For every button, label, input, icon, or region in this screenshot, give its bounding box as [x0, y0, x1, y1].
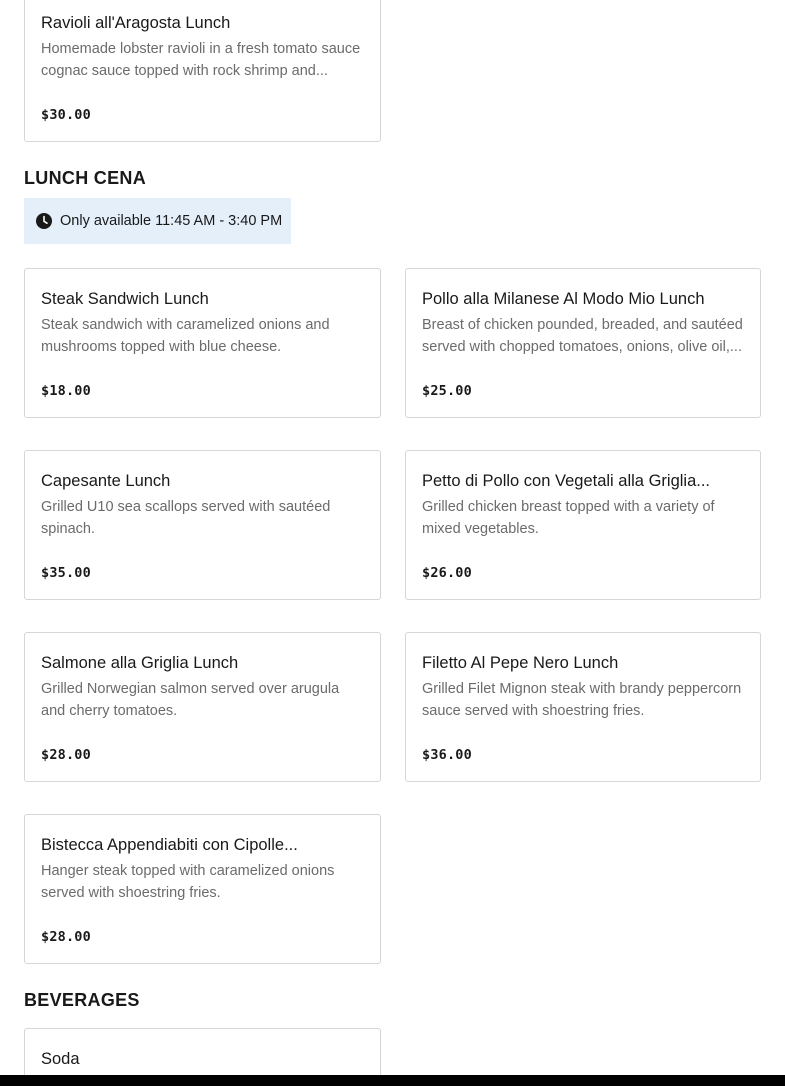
- menu-item-name: Steak Sandwich Lunch: [41, 290, 209, 308]
- menu-item-card[interactable]: [24, 814, 381, 964]
- menu-item-price: $28.00: [41, 929, 91, 945]
- menu-item-card[interactable]: [24, 0, 381, 142]
- menu-item-name: Salmone alla Griglia Lunch: [41, 654, 239, 672]
- menu-item-name: Filetto Al Pepe Nero Lunch: [422, 654, 619, 672]
- menu-item-name: Soda: [41, 1050, 80, 1068]
- menu-item-price: $26.00: [422, 565, 472, 581]
- menu-item-card[interactable]: [405, 450, 761, 600]
- menu-item-price: $30.00: [41, 107, 91, 123]
- menu-item-name: Ravioli all'Aragosta Lunch: [41, 14, 231, 32]
- section-title-lunch: LUNCH CENA: [24, 168, 146, 188]
- menu-item-name: Bistecca Appendiabiti con Cipolle...: [41, 836, 298, 854]
- menu-item-name: Pollo alla Milanese Al Modo Mio Lunch: [422, 290, 705, 308]
- menu-item-card[interactable]: [405, 268, 761, 418]
- availability-text: Only available 11:45 AM - 3:40 PM: [60, 213, 283, 229]
- menu-item-name: Petto di Pollo con Vegetali alla Griglia...: [422, 472, 711, 490]
- menu-item-card[interactable]: [405, 632, 761, 782]
- availability-banner: [24, 198, 291, 244]
- menu-item-card[interactable]: [24, 268, 381, 418]
- clock-icon: [36, 213, 52, 229]
- menu-item-description: Grilled U10 sea scallops served with sautéed spinach.: [41, 499, 331, 537]
- menu-item-price: $18.00: [41, 383, 91, 399]
- menu-item-description: Breast of chicken pounded, breaded, and sautéed served with chopped tomatoes, onions, olive oil,...: [422, 317, 743, 355]
- menu-item-price: $35.00: [41, 565, 91, 581]
- menu-item-card[interactable]: [24, 632, 381, 782]
- menu-item-card[interactable]: [24, 450, 381, 600]
- menu-item-price: $25.00: [422, 383, 472, 399]
- menu-item-description: Steak sandwich with caramelized onions and mushrooms topped with blue cheese.: [41, 317, 330, 355]
- menu-item-price: $28.00: [41, 747, 91, 763]
- menu-item-description: Grilled chicken breast topped with a variety of mixed vegetables.: [422, 499, 715, 537]
- menu-item-description: Hanger steak topped with caramelized onions served with shoestring fries.: [41, 863, 335, 901]
- menu-item-price: $36.00: [422, 747, 472, 763]
- menu-item-description: Grilled Norwegian salmon served over arugula and cherry tomatoes.: [41, 681, 340, 719]
- section-title-beverages: BEVERAGES: [24, 990, 140, 1010]
- menu-item-description: Homemade lobster ravioli in a fresh tomato sauce cognac sauce topped with rock shrimp and...: [41, 41, 361, 79]
- menu-item-name: Capesante Lunch: [41, 472, 171, 490]
- bottom-bar: [0, 1075, 785, 1086]
- menu-item-description: Grilled Filet Mignon steak with brandy peppercorn sauce served with shoestring fries.: [422, 681, 742, 719]
